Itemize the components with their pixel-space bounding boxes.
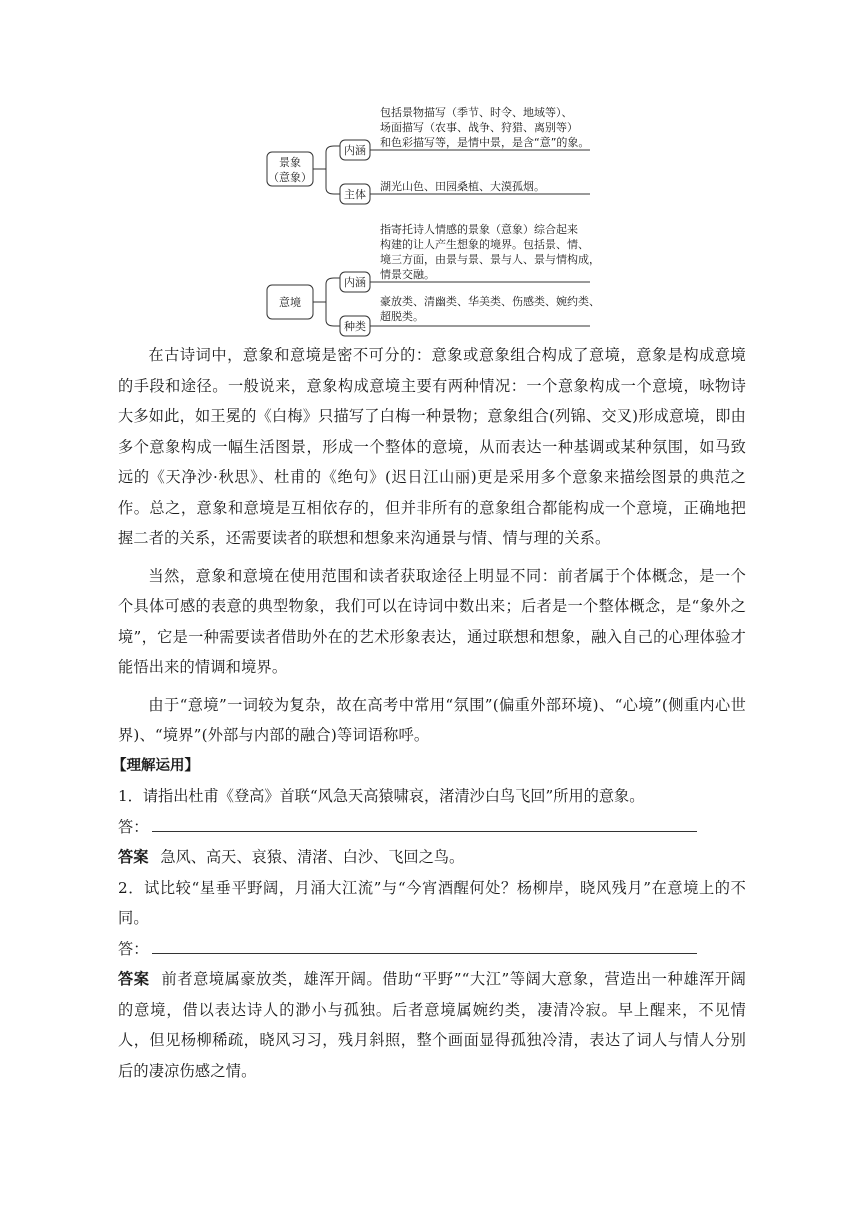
connector-bottom xyxy=(313,284,326,320)
bottom-zhonglei-text-1: 豪放类、清幽类、华美类、伤感类、婉约类、 xyxy=(380,295,600,308)
bottom-neihan-text-4: 情景交融。 xyxy=(380,268,435,281)
node-jingxiang-label-2: （意象） xyxy=(268,171,312,184)
answer-blank-1[interactable] xyxy=(152,815,697,832)
node-top-zhuti-label: 主体 xyxy=(344,188,366,201)
concept-diagram xyxy=(0,0,860,340)
paragraph-3: 由于“意境”一词较为复杂，故在高考中常用“氛围”(偏重外部环境)、“心境”(侧重内心世界)、“境界”(外部与内部的融合)等词语称呼。 xyxy=(118,695,746,744)
connector-top-branches xyxy=(326,146,340,194)
top-zhuti-text-1: 湖光山色、田园桑植、大漠孤烟。 xyxy=(380,180,545,193)
top-neihan-text-3: 和色彩描写等，是情中景，是含“意”的象。 xyxy=(380,136,590,149)
question-2: 2．试比较“星垂平野阔，月涌大江流”与“今宵酒醒何处？杨柳岸，晓风残月”在意境上的不同。 xyxy=(118,878,746,927)
connector-top xyxy=(313,152,326,188)
node-jingxiang-label-1: 景象 xyxy=(279,156,301,169)
answer-blank-2[interactable] xyxy=(152,937,697,954)
answer-prompt-1-row xyxy=(118,812,746,843)
bottom-neihan-text-2: 构建的让人产生想象的境界。包括景、情、 xyxy=(380,238,589,251)
node-yijing-label: 意境 xyxy=(279,296,301,309)
bottom-neihan-text-1: 指寄托诗人情感的景象（意象）综合起来 xyxy=(380,223,578,236)
paragraph-2: 当然，意象和意境在使用范围和读者获取途径上明显不同：前者属于个体概念，是一个个具体可感的表意的典型物象，我们可以在诗词中数出来；后者是一个整体概念，是“象外之境”，它是一种需要读者借助外在的艺术形象表达，通过联想和想象，融入自己的心理体验才能悟出来的情调和境界。 xyxy=(118,566,746,676)
answer-label-2: 答案 xyxy=(118,970,150,988)
bottom-zhonglei-text-2: 超脱类。 xyxy=(380,310,424,323)
top-neihan-text-2: 场面描写（农事、战争、狩猎、离别等） xyxy=(380,121,578,134)
answer-2-row xyxy=(118,964,746,1086)
answer-prompt-1: 答： xyxy=(118,817,149,836)
diagram-top xyxy=(267,140,590,204)
bottom-neihan-text-3: 境三方面，由景与景、景与人、景与情构成， xyxy=(380,253,600,266)
section-title: 【理解运用】 xyxy=(112,757,199,774)
answer-prompt-2: 答： xyxy=(118,939,149,958)
node-bottom-neihan-label: 内涵 xyxy=(344,276,366,289)
top-neihan-text-1: 包括景物描写（季节、时令、地域等）、 xyxy=(380,106,573,119)
answer-label-1: 答案 xyxy=(118,848,149,866)
answer-2: 前者意境属豪放类，雄浑开阔。借助“平野”“大江”等阔大意象，营造出一种雄浑开阔的意境，借以表达诗人的渺小与孤独。后者意境属婉约类，凄清冷寂。早上醒来，不见情人，但见杨柳稀疏，晓风习习，残月斜照，整个画面显得孤独冷清，表达了词人与情人分别后的凄凉伤感之情。 xyxy=(118,970,747,1080)
paragraph-1: 在古诗词中，意象和意境是密不可分的：意象或意象组合构成了意境，意象是构成意境的手段和途径。一般说来，意象构成意境主要有两种情况：一个意象构成一个意境，咏物诗大多如此，如王冕的《白梅》只描写了白梅一种景物；意象组合(列锦、交叉)形成意境，即由多个意象构成一幅生活图景，形成一个整体的意境，从而表达一种基调或某种氛围，如马致远的《天净沙·秋思》、杜甫的《绝句》(迟日江山丽)更是采用多个意象来描绘图景的典范之作。总之，意象和意境是互相依存的，但并非所有的意象组合都能构成一个意境，正确地把握二者的关系，还需要读者的联想和想象来沟通景与情、情与理的关系。 xyxy=(118,346,746,547)
answer-prompt-2-row xyxy=(118,934,746,965)
answer-1: 急风、高天、哀猿、清渚、白沙、飞回之鸟。 xyxy=(160,848,465,866)
question-1: 1．请指出杜甫《登高》首联“风急天高猿啸哀，渚清沙白鸟飞回”所用的意象。 xyxy=(118,787,645,805)
node-bottom-zhonglei-label: 种类 xyxy=(344,320,366,333)
node-top-neihan-label: 内涵 xyxy=(344,144,366,157)
connector-bottom-branches xyxy=(326,278,340,326)
answer-1-row xyxy=(118,842,746,873)
main-content xyxy=(112,340,747,1086)
